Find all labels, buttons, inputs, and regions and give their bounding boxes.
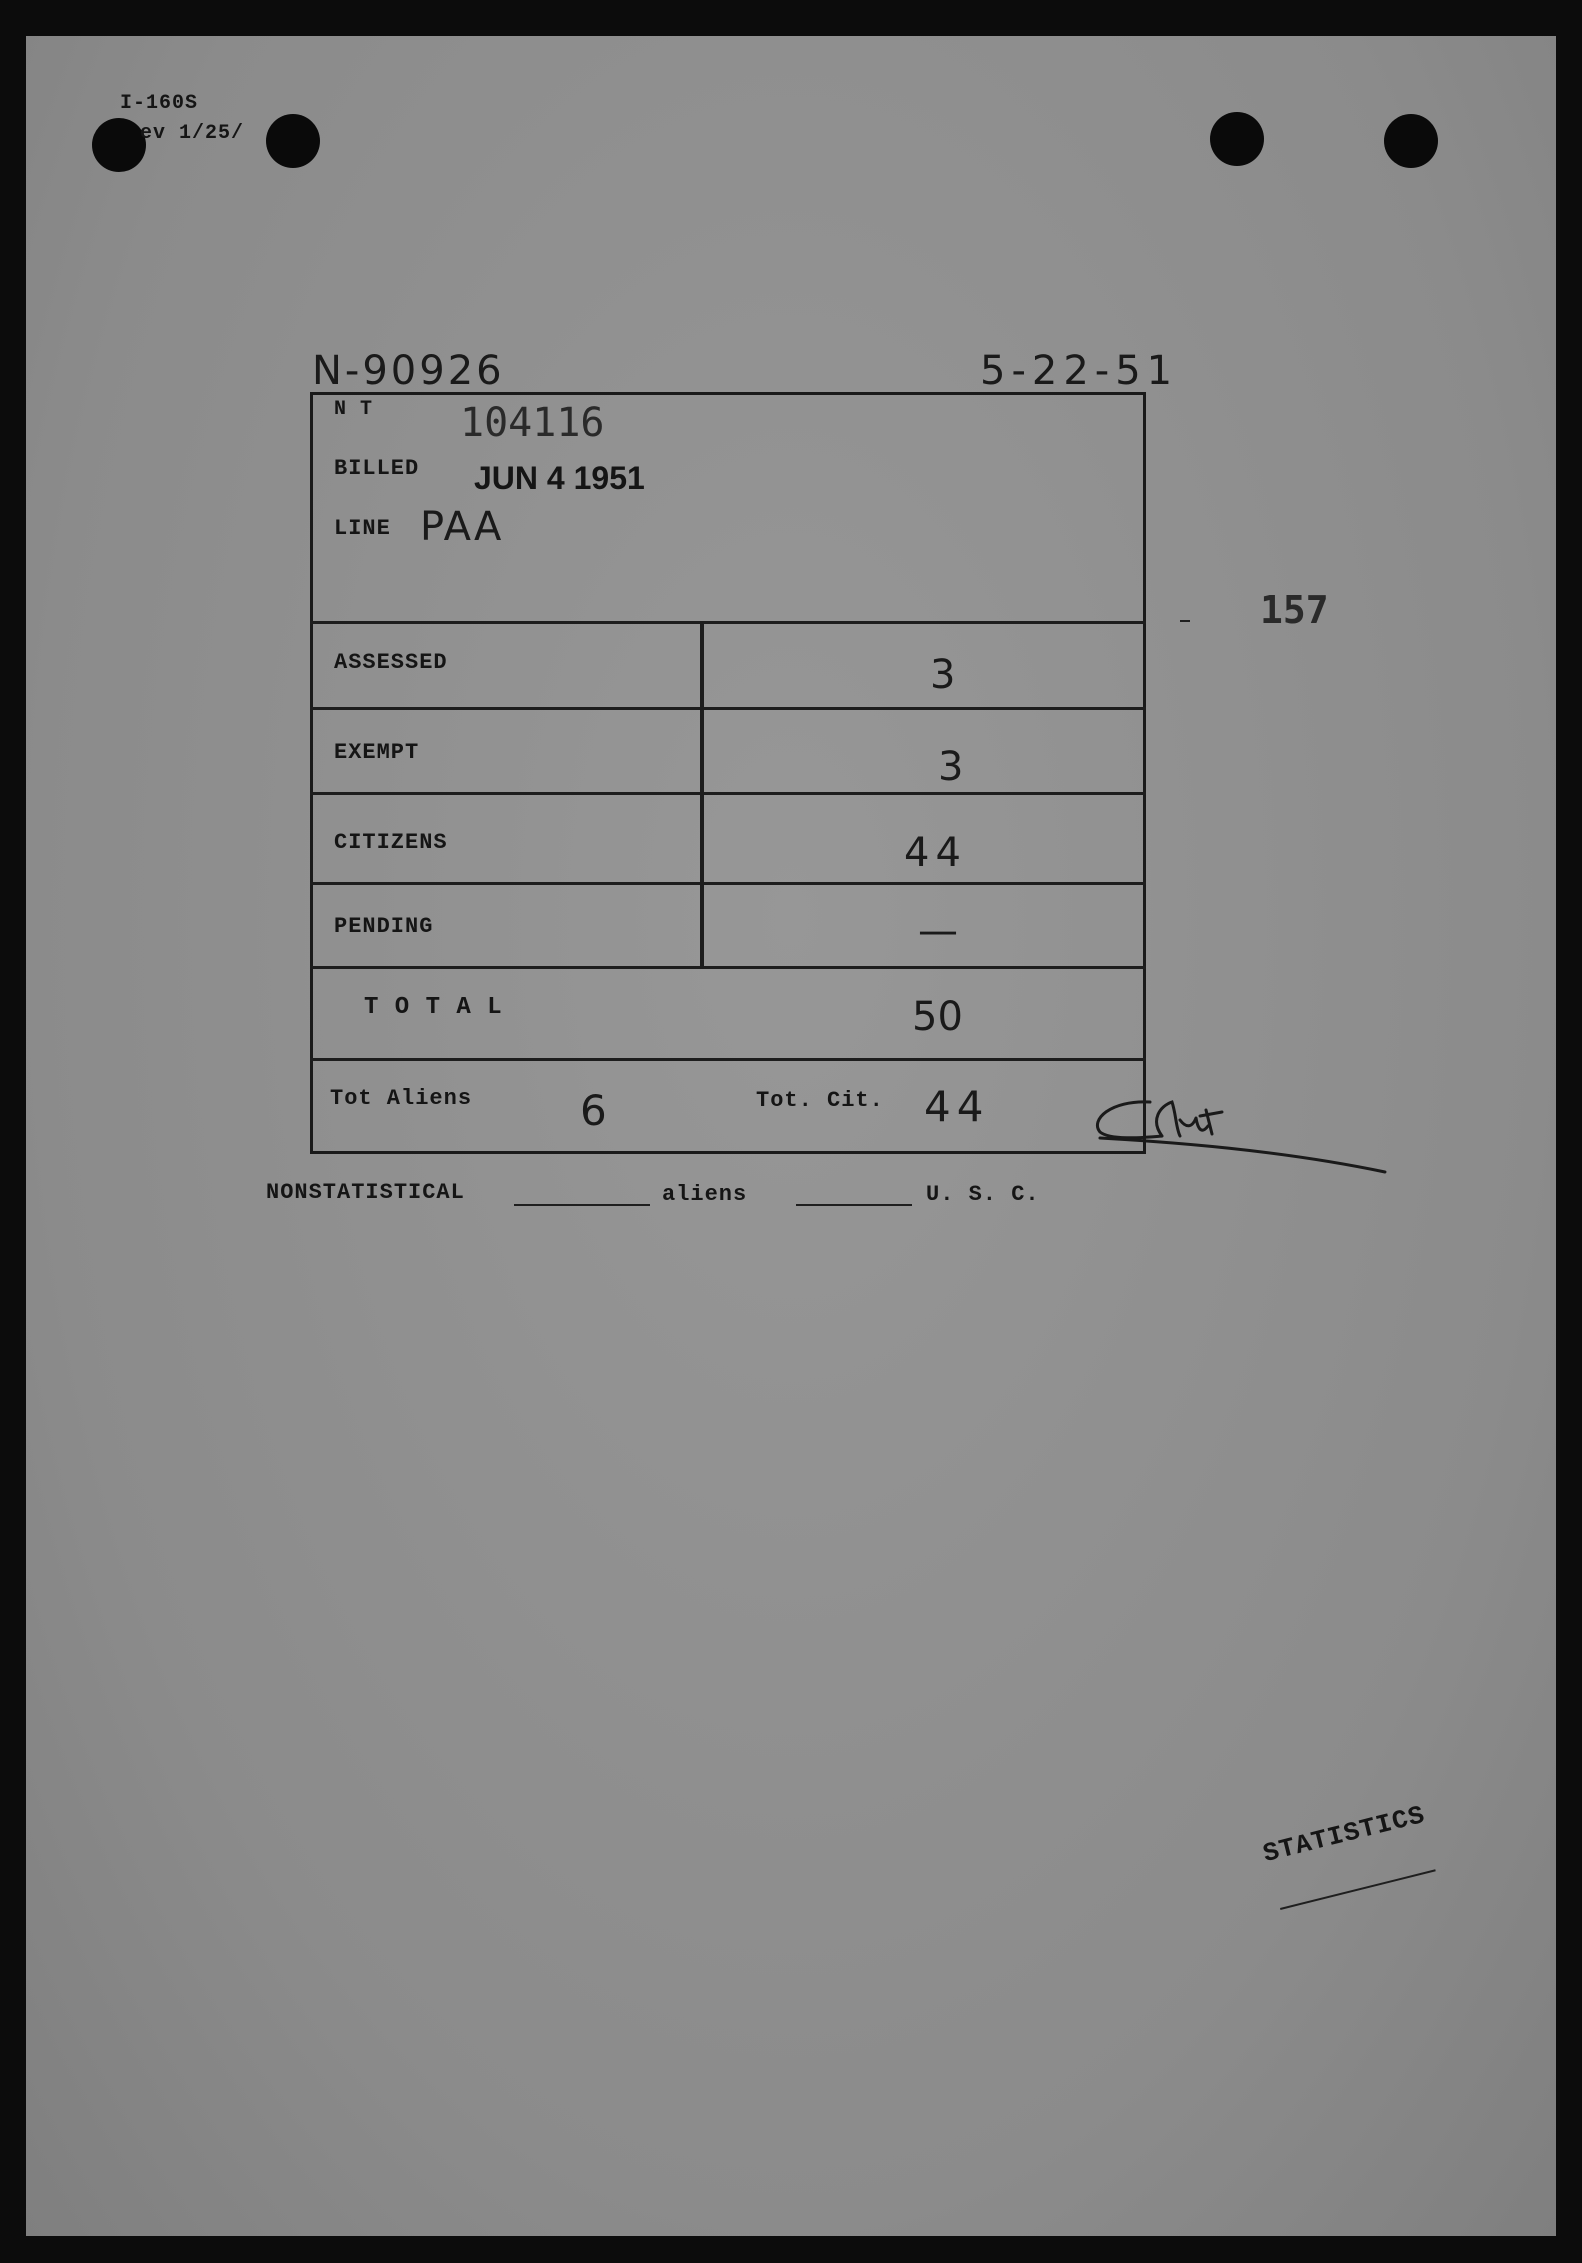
punch-hole-left-2 — [266, 114, 320, 168]
rule-total-bottom — [310, 1058, 1146, 1061]
nt-label: N T — [334, 398, 374, 421]
manifest-number: N-90926 — [312, 348, 505, 394]
total-label: T O T A L — [364, 994, 503, 1021]
billed-value: JUN 4 1951 — [474, 460, 645, 496]
rule-assessed-bottom — [310, 707, 1146, 710]
assessed-label: ASSESSED — [334, 650, 448, 675]
tot-aliens-label: Tot Aliens — [330, 1086, 473, 1111]
form-number: I-160S — [120, 92, 199, 115]
nonstatistical-blank — [514, 1204, 650, 1206]
rule-citizens-bottom — [310, 882, 1146, 885]
form-revision: ev 1/25/ — [140, 122, 245, 145]
initials-signature — [1080, 1080, 1400, 1180]
citizens-value: 44 — [904, 830, 967, 876]
pending-label: PENDING — [334, 914, 434, 939]
rule-header-bottom — [310, 621, 1146, 624]
exempt-value: 3 — [938, 744, 964, 790]
usc-label: U. S. C. — [926, 1182, 1040, 1207]
column-divider — [700, 621, 704, 966]
punch-hole-left — [92, 118, 146, 172]
manifest-date: 5-22-51 — [980, 348, 1179, 394]
assessed-value: 3 — [930, 652, 956, 698]
citizens-label: CITIZENS — [334, 830, 448, 855]
line-label: LINE — [334, 516, 391, 541]
statistics-stamp: STATISTICS — [1260, 1799, 1429, 1870]
punch-hole-right — [1384, 114, 1438, 168]
pending-value: — — [918, 908, 958, 954]
tot-cit-value: 44 — [924, 1082, 990, 1131]
line-value: PAA — [420, 504, 504, 550]
rule-pending-bottom — [310, 966, 1146, 969]
aliens-label: aliens — [662, 1182, 748, 1207]
billed-label: BILLED — [334, 456, 420, 481]
rule-exempt-bottom — [310, 792, 1146, 795]
nonstatistical-label: NONSTATISTICAL — [266, 1180, 465, 1205]
tot-aliens-value: 6 — [580, 1086, 607, 1135]
exempt-label: EXEMPT — [334, 740, 420, 765]
aliens-blank — [796, 1204, 912, 1206]
nt-value: 104116 — [460, 400, 605, 446]
total-value: 50 — [912, 994, 963, 1040]
side-dash — [1180, 620, 1190, 622]
punch-hole-middle — [1210, 112, 1264, 166]
tot-cit-label: Tot. Cit. — [756, 1088, 884, 1113]
side-number: 157 — [1260, 588, 1329, 632]
